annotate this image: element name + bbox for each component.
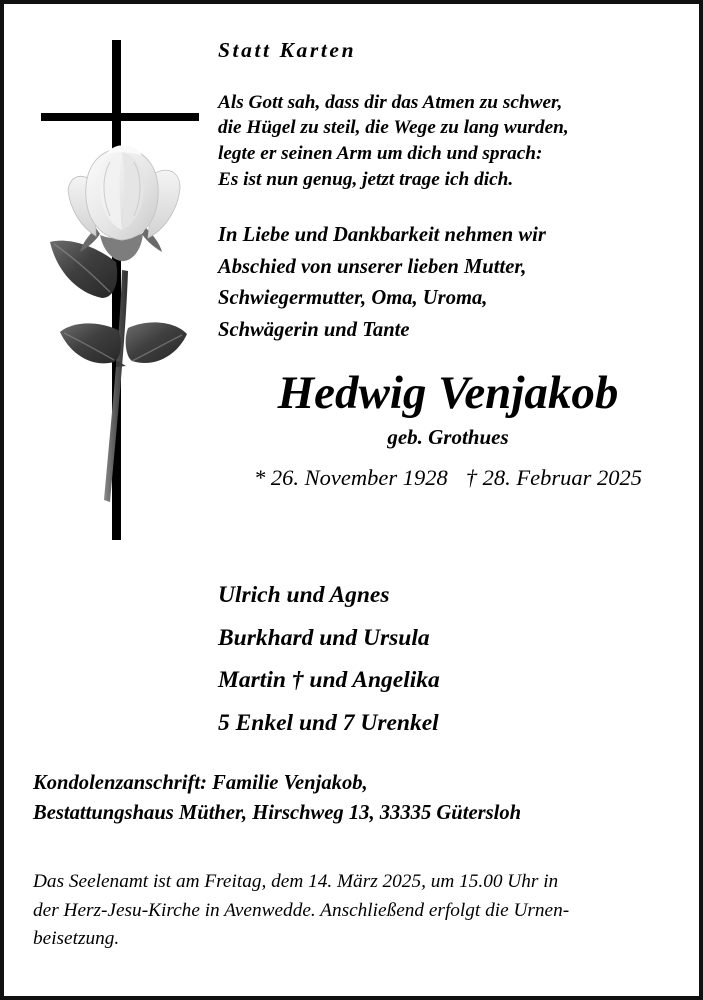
statt-karten-heading: Statt Karten [218,38,357,62]
birth-symbol-icon: * [254,464,266,490]
intro-line: In Liebe und Dankbarkeit nehmen wir [218,224,546,247]
condolence-line: Kondolenzanschrift: Familie Venjakob, [33,772,368,794]
service-line: Das Seelenamt ist am Freitag, dem 14. März 2025, um 15.00 Uhr in [33,871,559,892]
border-left [0,0,4,1000]
birth-date: 26. November 1928 [270,464,448,490]
cross-and-rose-artwork [30,30,205,540]
service-details [33,868,678,954]
poem-line: Als Gott sah, dass dir das Atmen zu schwer, [218,91,563,113]
condolence-address [33,768,673,828]
life-dates [218,465,678,491]
service-line: der Herz-Jesu-Kirche in Avenwedde. Anschließend erfolgt die Urnen- [33,899,570,921]
deceased-name: Hedwig Venjakob [277,367,619,420]
memorial-poem [218,90,678,192]
condolence-line: Bestattungshaus Müther, Hirschweg 13, 33335 Gütersloh [33,802,522,824]
death-date: 28. Februar 2025 [482,464,642,490]
survivor-line: Ulrich und Agnes [218,582,390,608]
death-symbol-icon: † [465,464,477,490]
survivor-line: 5 Enkel und 7 Urenkel [218,709,439,736]
service-line: beisetzung. [33,928,120,949]
border-bottom [0,996,703,1000]
border-right [699,0,703,1000]
farewell-intro [218,220,678,346]
survivor-line: Burkhard und Ursula [218,624,430,651]
border-top [0,0,703,4]
maiden-name: geb. Grothues [387,424,509,449]
poem-line: Es ist nun genug, jetzt trage ich dich. [218,168,514,190]
survivor-line: Martin † und Angelika [218,667,440,693]
poem-line: legte er seinen Arm um dich und sprach: [218,142,543,164]
poem-line: die Hügel zu steil, die Wege zu lang wurden, [218,117,569,139]
main-text-column [218,38,678,491]
white-rose-icon [30,30,205,540]
intro-line: Abschied von unserer lieben Mutter, [218,255,527,278]
intro-line: Schwiegermutter, Oma, Uroma, [218,287,488,310]
intro-line: Schwägerin und Tante [218,318,410,341]
survivors-list [218,574,678,744]
